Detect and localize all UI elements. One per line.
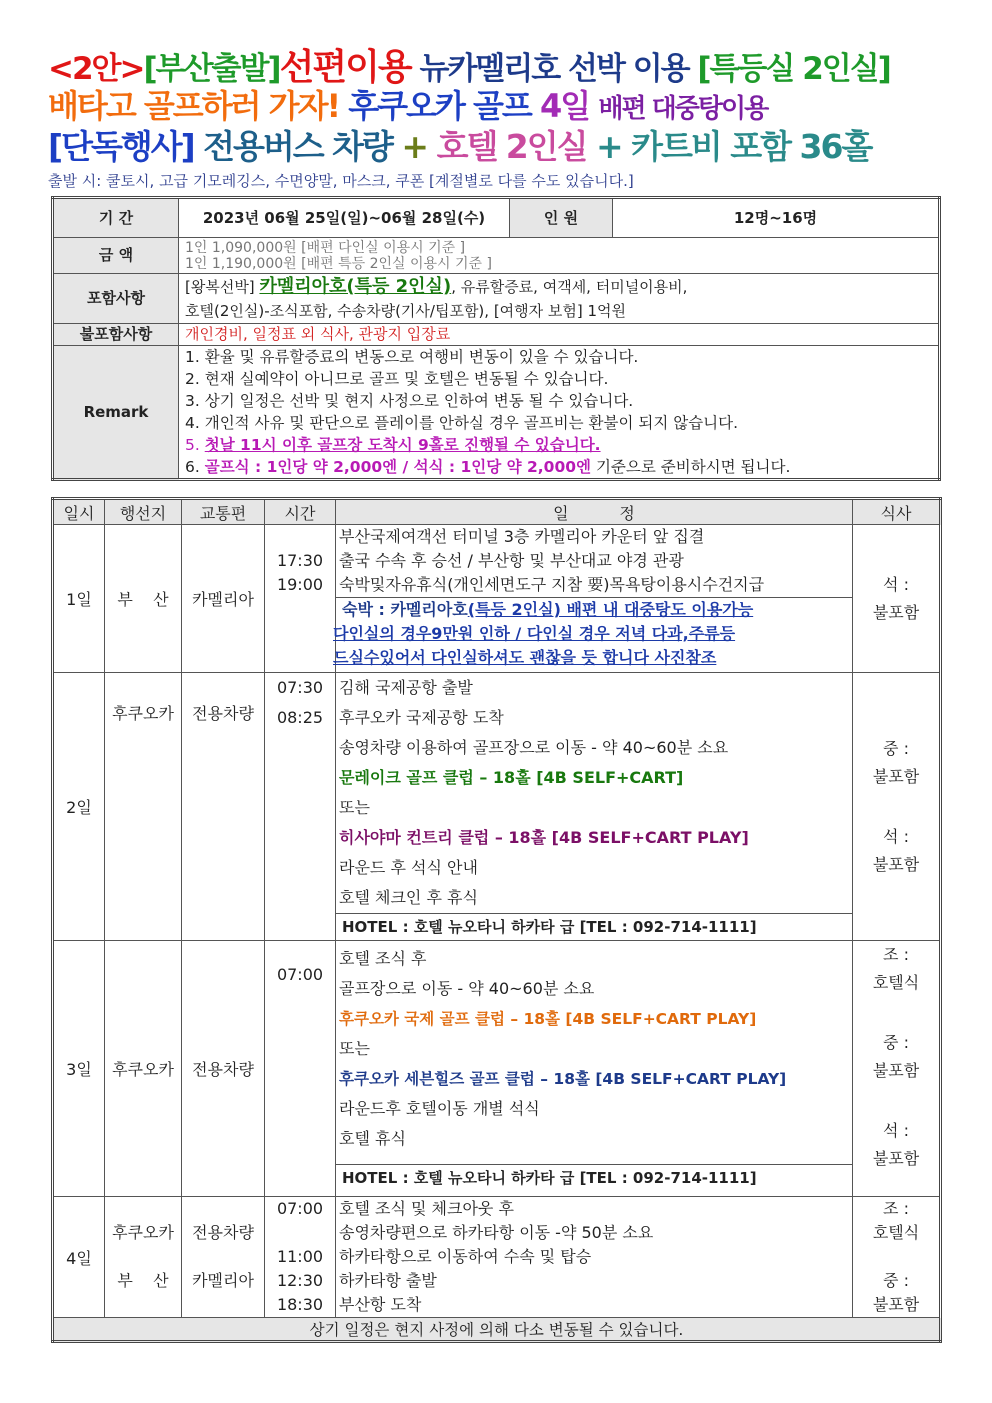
title-segment: [특등실 2인실] — [697, 51, 890, 87]
itinerary-line: 송영차량편으로 하카타항 이동 -약 50분 소요 — [339, 1223, 654, 1242]
title-segment: 선편이용 — [279, 47, 411, 88]
title-segment: 뉴카멜리호 선박 이용 — [410, 51, 698, 87]
meal-cell: 석 : 불포함 — [853, 525, 941, 673]
day-row-2 — [53, 673, 941, 941]
remark-item: 6. 골프식 : 1인당 약 2,000엔 / 석식 : 1인당 약 2,000엔 기준으로 준비하시면 됩니다. — [185, 458, 791, 476]
include-value: [왕복선박] 카멜리아호(특등 2인실), 유류할증료, 여객세, 터미널이용비, 호텔(2인실)-조식포함, 수송차량(기사/팁포함), [여행자 보험] 1억원 — [179, 274, 940, 324]
itinerary-line: 또는 — [339, 798, 370, 817]
time-cell: 17:30 19:00 — [265, 525, 336, 673]
title-line-2 — [48, 87, 768, 125]
itinerary-line: 호텔 조식 후 — [339, 949, 427, 968]
price-value: 1인 1,090,000원 [배편 다인실 이용시 기준 ] 1인 1,190,000원 [배편 특등 2인실 이용시 기준 ] — [179, 238, 940, 274]
stay-info: 숙박 : 카멜리아호(특등 2인실) 배편 내 대중탕도 이용가능 — [336, 597, 852, 622]
remark-item: 3. 상기 일정은 선박 및 현지 사정으로 인하여 변동 될 수 있습니다. — [185, 392, 634, 410]
itinerary-line: 부산항 도착 — [339, 1295, 422, 1314]
col-header: 식사 — [853, 499, 941, 525]
transport: 전용차량 — [182, 673, 265, 941]
period-value: 2023년 06월 25일(일)~06월 28일(수) — [179, 198, 510, 238]
itinerary-line: 라운드 후 석식 안내 — [339, 858, 478, 877]
itinerary-cell — [336, 673, 853, 941]
title-segment: + 카트비 포함 36홀 — [596, 127, 872, 166]
time-cell: 07:30 08:25 — [265, 673, 336, 941]
destination: 부 산 — [105, 525, 182, 673]
title-segment: 호텔 2인실 — [436, 127, 597, 166]
itinerary-line: 송영차량 이용하여 골프장으로 이동 - 약 40~60분 소요 — [339, 738, 729, 757]
time-cell: 07:00 — [265, 941, 336, 1197]
info-table — [51, 196, 941, 481]
itinerary-line: 골프장으로 이동 - 약 40~60분 소요 — [339, 979, 595, 998]
col-header: 일시 — [53, 499, 105, 525]
golf-course: 문레이크 골프 클럽 – 18홀 [4B SELF+CART] — [339, 768, 684, 787]
itinerary-line: 라운드후 호텔이동 개별 석식 — [339, 1099, 540, 1118]
itinerary-line: 숙박및자유휴식(개인세면도구 지참 要)목욕탕이용시수건지급 — [339, 575, 765, 594]
col-header: 일 정 — [336, 499, 853, 525]
remark-item: 1. 환율 및 유류할증료의 변동으로 여행비 변동이 있을 수 있습니다. — [185, 348, 639, 366]
title-segment: <2안> — [48, 51, 144, 87]
meal-cell: 조 : 호텔식 중 : 불포함 — [853, 1197, 941, 1318]
title-segment: 후쿠오카 골프 — [348, 87, 540, 125]
itinerary-cell — [336, 941, 853, 1197]
time-cell: 07:00 11:00 12:30 18:30 — [265, 1197, 336, 1318]
people-label: 인 원 — [510, 198, 613, 238]
schedule-footer-note: 상기 일정은 현지 사정에 의해 다소 변동될 수 있습니다. — [53, 1318, 941, 1342]
period-label: 기 간 — [53, 198, 179, 238]
remark-item: 4. 개인적 사유 및 판단으로 플레이를 안하실 경우 골프비는 환불이 되지 않습니다. — [185, 414, 739, 432]
itinerary-line: 또는 — [339, 1039, 370, 1058]
golf-course: 히사야마 컨트리 클럽 – 18홀 [4B SELF+CART PLAY] — [339, 828, 749, 847]
meal-cell: 중 : 불포함 석 : 불포함 — [853, 673, 941, 941]
title-segment: 배타고 골프하러 가자! — [48, 87, 349, 125]
itinerary-line: 김해 국제공항 출발 — [339, 678, 473, 697]
day-row-3 — [53, 941, 941, 1197]
itinerary-line: 하카타항으로 이동하여 수속 및 탑승 — [339, 1247, 592, 1266]
remark-label: Remark — [53, 346, 179, 480]
golf-course: 후쿠오카 세븐힐즈 골프 클럽 – 18홀 [4B SELF+CART PLAY] — [339, 1070, 787, 1088]
golf-course: 후쿠오카 국제 골프 클럽 – 18홀 [4B SELF+CART PLAY] — [339, 1010, 757, 1028]
destination: 후쿠오카 부 산 — [105, 1197, 182, 1318]
include-label: 포함사항 — [53, 274, 179, 324]
hotel-info: HOTEL : 호텔 뉴오타니 하카타 급 [TEL : 092-714-1111] — [336, 913, 852, 940]
cabin-note: 다인실의 경우9만원 인하 / 다인실 경우 저녁 다과,주류등 — [333, 624, 736, 643]
title-line-1 — [48, 47, 890, 88]
title-segment: [부산출발] — [143, 51, 280, 87]
day-label: 2일 — [53, 673, 105, 941]
itinerary-line: 부산국제여객선 터미널 3층 카멜리아 카운터 앞 집결 — [339, 527, 705, 546]
itinerary-line: 호텔 체크인 후 휴식 — [339, 888, 478, 907]
title-segment: + — [401, 127, 437, 166]
itinerary-line: 후쿠오카 국제공항 도착 — [339, 708, 504, 727]
day-row-1 — [53, 525, 941, 673]
departure-note: 출발 시: 쿨토시, 고급 기모레깅스, 수면양말, 마스크, 쿠폰 [계절별로 다를 수도 있습니다.] — [48, 172, 634, 190]
title-segment: [단독행사] — [48, 127, 204, 166]
col-header: 시간 — [265, 499, 336, 525]
remark-list — [179, 346, 940, 480]
people-value: 12명~16명 — [613, 198, 940, 238]
transport: 카멜리아 — [182, 525, 265, 673]
schedule-table — [51, 497, 942, 1343]
exclude-label: 불포함사항 — [53, 324, 179, 346]
exclude-value: 개인경비, 일정표 외 식사, 관광지 입장료 — [179, 324, 940, 346]
col-header: 행선지 — [105, 499, 182, 525]
itinerary-cell — [333, 525, 853, 673]
transport: 전용차량 — [182, 941, 265, 1197]
title-segment: 배편 대중탕이용 — [598, 94, 768, 124]
destination: 후쿠오카 — [105, 941, 182, 1197]
hotel-info: HOTEL : 호텔 뉴오타니 하카타 급 [TEL : 092-714-1111] — [336, 1164, 852, 1191]
day-label: 4일 — [53, 1197, 105, 1318]
itinerary-cell — [336, 1197, 853, 1318]
title-segment: 전용버스 차량 — [203, 127, 402, 166]
col-header: 교통편 — [182, 499, 265, 525]
itinerary-line: 호텔 휴식 — [339, 1129, 406, 1148]
destination: 후쿠오카 — [105, 673, 182, 941]
itinerary-line: 호텔 조식 및 체크아웃 후 — [339, 1199, 514, 1218]
title-line-3 — [48, 127, 872, 166]
day-label: 1일 — [53, 525, 105, 673]
transport: 전용차량 카멜리아 — [182, 1197, 265, 1318]
remark-item: 5. 첫날 11시 이후 골프장 도착시 9홀로 진행될 수 있습니다. — [185, 436, 601, 454]
cabin-note: 드실수있어서 다인실하셔도 괜찮을 듯 합니다 사진참조 — [333, 648, 717, 667]
itinerary-line: 출국 수속 후 승선 / 부산항 및 부산대교 야경 관광 — [339, 551, 684, 570]
title-segment: 4일 — [540, 87, 599, 125]
remark-item: 2. 현재 실예약이 아니므로 골프 및 호텔은 변동될 수 있습니다. — [185, 370, 609, 388]
itinerary-line: 하카타항 출발 — [339, 1271, 437, 1290]
price-label: 금 액 — [53, 238, 179, 274]
meal-cell: 조 : 호텔식 중 : 불포함 석 : 불포함 — [853, 941, 941, 1197]
day-label: 3일 — [53, 941, 105, 1197]
day-row-4 — [53, 1197, 941, 1318]
